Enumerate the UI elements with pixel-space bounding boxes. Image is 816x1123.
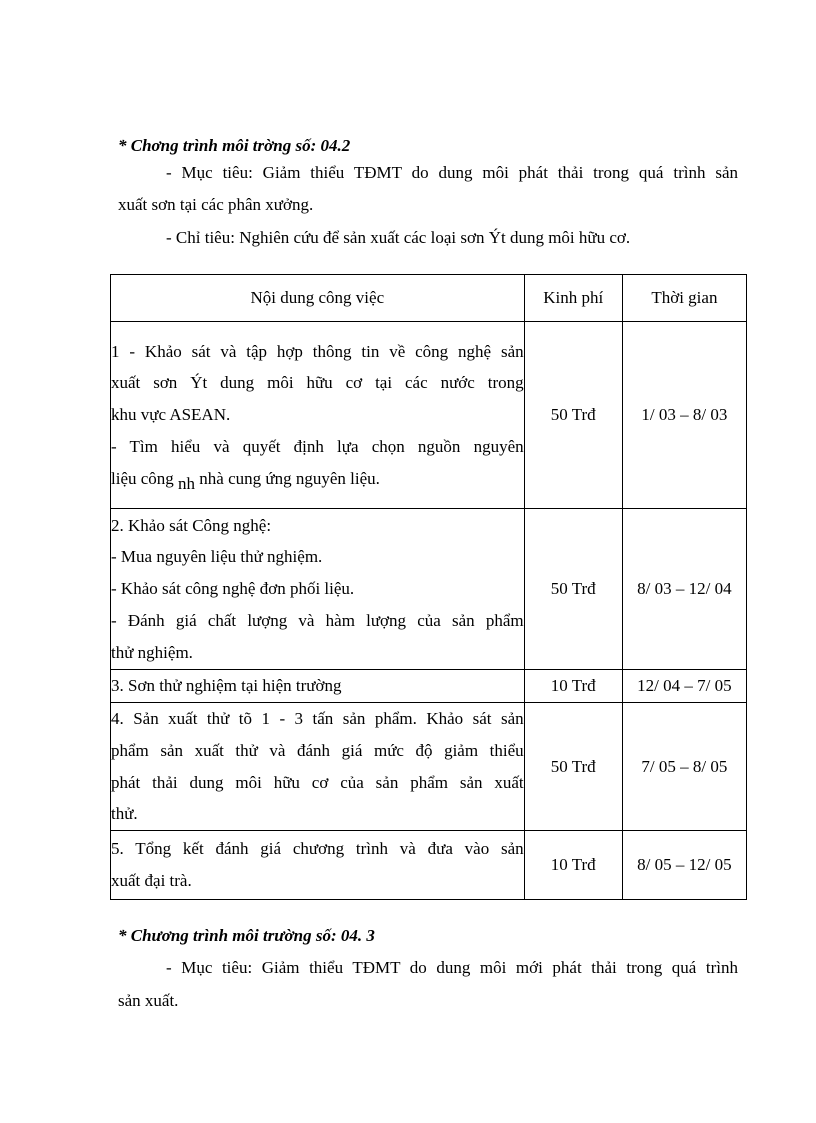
target-line: - Chỉ tiêu: Nghiên cứu để sản xuất các loại sơn Ýt dung môi hữu cơ. (166, 228, 631, 247)
row-1-time: 1/ 03 – 8/ 03 (622, 322, 746, 509)
row-1-cost: 50 Trđ (524, 322, 622, 509)
row-3-line-1: 3. Sơn thử nghiệm tại hiện trường (111, 676, 342, 696)
header-cost: Kinh phí (524, 275, 622, 322)
table-row (111, 322, 747, 509)
row-4-line-1: 4. Sản xuất thử tõ 1 - 3 tấn sản phẩm. Khảo sát sản (111, 709, 524, 728)
row-1-line-4: - Tìm hiểu và quyết định lựa chọn nguồn nguyên (111, 436, 524, 456)
row-2-line-2: - Mua nguyên liệu thử nghiệm. (111, 547, 323, 567)
row-1-line-5-end: nhà cung ứng nguyên liệu. (199, 468, 380, 488)
objective-line-2: xuất sơn tại các phân xưởng. (118, 195, 314, 214)
row-1-line-3: khu vực ASEAN. (111, 405, 231, 425)
row-1-line-5-sub: nh (178, 473, 196, 493)
row-1-content (111, 322, 525, 509)
table-row (111, 703, 747, 831)
row-5-cost: 10 Trđ (524, 831, 622, 900)
row-3-time: 12/ 04 – 7/ 05 (622, 670, 746, 703)
row-5-line-2: xuất đại trà. (111, 871, 192, 891)
header-time: Thời gian (622, 275, 746, 322)
section-heading-04-3: * Chương trình môi trường số: 04. 3 (118, 926, 375, 945)
row-4-time: 7/ 05 – 8/ 05 (622, 703, 746, 831)
row-2-line-4: - Đánh giá chất lượng và hàm lượng của sản phẩm (111, 610, 524, 630)
objective2-line-2: sản xuất. (118, 991, 179, 1010)
row-2-content (111, 509, 525, 670)
row-4-content (111, 703, 525, 831)
table-row (111, 509, 747, 670)
table-row (111, 831, 747, 900)
header-content: Nội dung công việc (111, 275, 525, 322)
row-5-time: 8/ 05 – 12/ 05 (622, 831, 746, 900)
row-1-line-5-start: liệu công (111, 468, 174, 488)
row-1-line-5 (111, 463, 524, 495)
table-header-row (111, 275, 747, 322)
row-2-cost: 50 Trđ (524, 509, 622, 670)
row-5-content (111, 831, 525, 900)
row-4-line-3: phát thải dung môi hữu cơ của sản phẩm sản xuất (111, 772, 524, 792)
row-2-line-3: - Khảo sát công nghệ đơn phối liệu. (111, 579, 355, 599)
row-1-line-2: xuất sơn Ýt dung môi hữu cơ tại các nước trong (111, 373, 524, 393)
row-2-time: 8/ 03 – 12/ 04 (622, 509, 746, 670)
row-1-line-1: 1 - Khảo sát và tập hợp thông tin về công nghệ sản (111, 341, 524, 361)
row-2-line-1: 2. Khảo sát Công nghệ: (111, 515, 272, 535)
row-2-line-5: thử nghiệm. (111, 642, 193, 662)
row-4-cost: 50 Trđ (524, 703, 622, 831)
row-3-cost: 10 Trđ (524, 670, 622, 703)
work-plan-table (110, 274, 747, 900)
table-row (111, 670, 747, 703)
objective-line-1: - Mục tiêu: Giảm thiểu TĐMT do dung môi phát thải trong quá trình sản (166, 163, 738, 182)
row-4-line-2: phẩm sản xuất thử và đánh giá mức độ giảm thiểu (111, 740, 524, 760)
objective2-line-1: - Mục tiêu: Giảm thiểu TĐMT do dung môi mới phát thải trong quá trình (166, 958, 738, 977)
section-heading-04-2: * Chơng trình môi trờng số: 04.2 (118, 136, 351, 155)
row-3-content (111, 670, 525, 703)
row-4-line-4: thử. (111, 804, 138, 824)
row-5-line-1: 5. Tổng kết đánh giá chương trình và đưa vào sản (111, 839, 524, 859)
